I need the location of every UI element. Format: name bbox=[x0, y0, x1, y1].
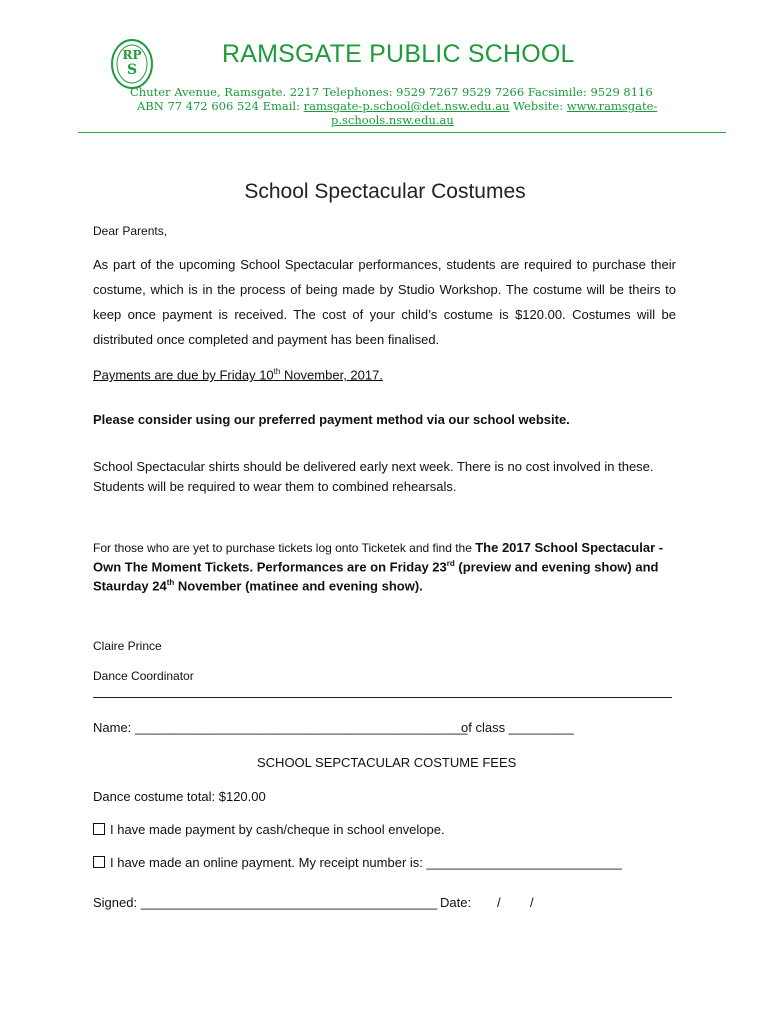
address-line: Chuter Avenue, Ramsgate. 2217 Telephones: 9529 7267 9529 7266 Facsimile: 9529 8116 bbox=[130, 85, 653, 99]
online-checkbox[interactable] bbox=[93, 856, 105, 868]
date-slash-1: / bbox=[497, 895, 501, 910]
name-field[interactable]: Name: ______________________________________________ bbox=[93, 720, 468, 735]
tickets-line-3-tail: November (matinee and evening show). bbox=[174, 578, 423, 594]
website-link-part1[interactable]: www.ramsgate- bbox=[566, 99, 658, 113]
payments-due-date: November, 2017. bbox=[280, 367, 383, 383]
tickets-line-2 bbox=[93, 559, 658, 574]
website-label: Website: bbox=[513, 99, 564, 113]
website-line2 bbox=[331, 113, 454, 127]
shirts-line-1: School Spectacular shirts should be delivered early next week. There is no cost involved in these. bbox=[93, 459, 654, 474]
tickets-line-3-text: Staurday 24 bbox=[93, 578, 167, 594]
signed-field[interactable]: Signed: _________________________________________ bbox=[93, 895, 438, 910]
tickets-line-3 bbox=[93, 578, 423, 593]
payments-due bbox=[93, 367, 383, 382]
payments-due-sup: th bbox=[273, 367, 281, 376]
costume-paragraph: As part of the upcoming School Spectacular performances, students are required to purchase their costume, which is in the process of being made by Studio Workshop. The costume will be theirs to keep once payment is received. The cost of your child’s costume is $120.00. Costumes will be distributed once completed and payment has been finalised. bbox=[93, 257, 676, 347]
date-label: Date: bbox=[440, 895, 472, 910]
tickets-line-2-text: Own The Moment Tickets. Performances are on Friday 23 bbox=[93, 559, 447, 575]
tickets-event-name: The 2017 School Spectacular - bbox=[475, 540, 664, 555]
greeting: Dear Parents, bbox=[93, 224, 168, 238]
signoff-role: Dance Coordinator bbox=[93, 669, 194, 683]
date-slash-2: / bbox=[530, 895, 534, 910]
logo-letters-top: RP bbox=[122, 48, 142, 62]
cash-option-label: I have made payment by cash/cheque in school envelope. bbox=[110, 822, 445, 837]
payment-option-cash[interactable] bbox=[93, 822, 445, 837]
document-title: School Spectacular Costumes bbox=[244, 180, 526, 203]
payment-option-online[interactable] bbox=[93, 855, 622, 870]
shirts-line-2: Students will be required to wear them to combined rehearsals. bbox=[93, 479, 457, 494]
email-link[interactable]: ramsgate-p.school@det.nsw.edu.au bbox=[303, 99, 510, 113]
dance-costume-total: Dance costume total: $120.00 bbox=[93, 789, 266, 804]
header-divider bbox=[78, 132, 726, 133]
school-name: RAMSGATE PUBLIC SCHOOL bbox=[222, 40, 575, 68]
cash-checkbox[interactable] bbox=[93, 823, 105, 835]
tickets-line-1 bbox=[93, 539, 663, 557]
contact-line bbox=[137, 99, 657, 113]
website-link-part2[interactable]: p.schools.nsw.edu.au bbox=[331, 113, 454, 127]
payments-due-text: Payments are due by Friday 10 bbox=[93, 367, 274, 383]
tear-off-divider bbox=[93, 697, 672, 698]
school-logo bbox=[110, 38, 154, 90]
logo-letters-bottom: S bbox=[126, 62, 138, 78]
online-option-label: I have made an online payment. My receipt number is: ___________________________ bbox=[110, 855, 622, 870]
preferred-payment: Please consider using our preferred payment method via our school website. bbox=[93, 412, 570, 427]
class-field[interactable]: of class _________ bbox=[461, 720, 574, 735]
tickets-line-2-tail: (preview and evening show) and bbox=[454, 559, 659, 575]
tickets-line-2-sup: rd bbox=[446, 559, 455, 568]
fees-heading: SCHOOL SEPCTACULAR COSTUME FEES bbox=[257, 755, 517, 770]
tickets-line-3-sup: th bbox=[166, 578, 175, 587]
signoff-name: Claire Prince bbox=[93, 639, 162, 653]
abn-text: ABN 77 472 606 524 Email: bbox=[137, 99, 300, 113]
tickets-intro: For those who are yet to purchase tickets log onto Ticketek and find the bbox=[93, 541, 476, 555]
